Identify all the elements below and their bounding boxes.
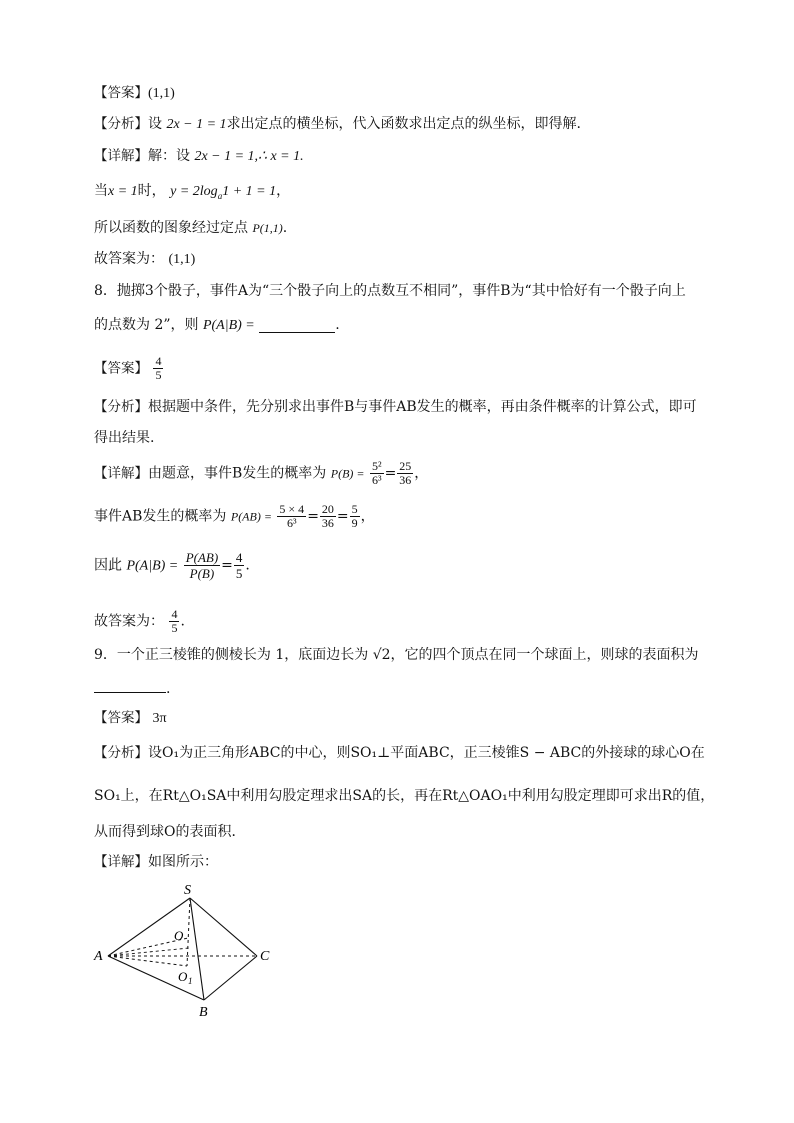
final-text: 故答案为： bbox=[94, 251, 164, 267]
denominator: 6³ bbox=[286, 516, 297, 530]
denominator: 6³ bbox=[371, 473, 382, 487]
edge-SC bbox=[190, 898, 257, 956]
q7-answer-line bbox=[94, 86, 175, 101]
analysis-text: 设 bbox=[148, 116, 162, 132]
fraction bbox=[370, 460, 384, 487]
question-stem: 抛掷3个骰子，事件A为“三个骰子向上的点数互不相同”，事件B为“其中恰好有一个骰子向上 bbox=[116, 283, 686, 299]
final-value: (1,1) bbox=[168, 252, 196, 267]
log-part: y = 2log bbox=[170, 184, 218, 199]
detail-text: . bbox=[245, 557, 250, 574]
q9-answer-line bbox=[94, 711, 167, 726]
answer-tag: 【答案】 bbox=[94, 710, 148, 726]
q9-detail-line bbox=[94, 855, 218, 870]
construction-line bbox=[108, 948, 189, 956]
numerator: 5 × 4 bbox=[279, 502, 305, 516]
q9-analysis-line-2 bbox=[94, 789, 714, 803]
denominator: 36 bbox=[399, 473, 412, 487]
q9-stem-line-1 bbox=[94, 648, 699, 662]
detail-equation: x = 1 bbox=[108, 184, 138, 199]
denominator: P(B) bbox=[189, 566, 215, 581]
numerator: 4 bbox=[155, 354, 162, 368]
question-stem: . bbox=[335, 317, 340, 333]
q7-detail-line bbox=[94, 149, 304, 164]
answer-value: 3π bbox=[152, 711, 167, 726]
detail-text: 事件AB发生的概率为 bbox=[94, 508, 227, 525]
analysis-text: 得出结果. bbox=[94, 430, 155, 446]
numerator: 20 bbox=[321, 502, 334, 516]
detail-tag: 【详解】 bbox=[94, 854, 148, 870]
detail-text: ， bbox=[360, 508, 375, 525]
detail-text: 所以函数的图象经过定点 bbox=[94, 220, 248, 236]
detail-text: 解：设 bbox=[148, 148, 190, 164]
analysis-tag: 【分析】 bbox=[94, 745, 148, 761]
final-fraction bbox=[169, 608, 179, 635]
log-part: 1 + 1 = 1 bbox=[222, 184, 277, 199]
fraction bbox=[234, 550, 245, 581]
answer-tag: 【答案】 bbox=[94, 85, 148, 101]
fixed-point: P(1,1) bbox=[252, 221, 283, 235]
q8-analysis-line-2 bbox=[94, 431, 154, 445]
fraction bbox=[350, 503, 360, 530]
analysis-tag: 【分析】 bbox=[94, 116, 148, 132]
detail-text: 因此 bbox=[94, 557, 122, 574]
detail-text: ， bbox=[414, 465, 429, 482]
probability-expression: P(AB) = bbox=[230, 509, 272, 524]
numerator: 25 bbox=[399, 459, 412, 473]
label-A: A bbox=[94, 949, 103, 964]
q7-final-line bbox=[94, 252, 195, 267]
detail-text: 时， bbox=[137, 183, 166, 199]
q7-analysis-line bbox=[94, 117, 581, 132]
answer-tag: 【答案】 bbox=[94, 360, 148, 377]
detail-tag: 【详解】 bbox=[94, 465, 148, 482]
edge-BC bbox=[204, 956, 257, 1000]
label-C: C bbox=[260, 949, 270, 964]
denominator: 5 bbox=[155, 368, 162, 382]
question-number: 9． bbox=[94, 647, 117, 663]
detail-tag: 【详解】 bbox=[94, 148, 148, 164]
q9-analysis-line-3 bbox=[94, 825, 245, 839]
analysis-equation: 2x − 1 = 1 bbox=[166, 117, 227, 132]
q7-detail-line-3 bbox=[94, 221, 287, 235]
detail-text: ， bbox=[276, 183, 291, 199]
label-O1: O bbox=[178, 969, 188, 984]
fraction bbox=[184, 550, 220, 581]
numerator: 4 bbox=[235, 550, 243, 565]
edge-SA bbox=[108, 898, 190, 956]
answer-fraction bbox=[153, 355, 163, 382]
q8-analysis-line-1 bbox=[94, 400, 697, 415]
q8-stem-line-1 bbox=[94, 284, 686, 298]
answer-blank bbox=[259, 320, 335, 333]
detail-text: 如图所示： bbox=[148, 854, 218, 870]
analysis-text: SO₁上，在Rt△O₁SA中利用勾股定理求出SA的长，再在Rt△OAO₁中利用勾股定理即可求出R的值， bbox=[94, 788, 715, 804]
analysis-text: 求出定点的横坐标，代入函数求出定点的纵坐标，即得解. bbox=[226, 116, 582, 132]
q8-detail-line-1: 【详解】由题意，事件B发生的概率为 P(B) = $\frac{\text{5²}}{\text{6³}}$ = $\frac{25}{36}$ ， bbox=[94, 459, 429, 487]
analysis-text: 根据题中条件，先分别求出事件B与事件AB发生的概率，再由条件概率的计算公式，即可 bbox=[148, 399, 697, 415]
analysis-tag: 【分析】 bbox=[94, 399, 148, 415]
log-expression bbox=[170, 184, 276, 199]
fraction bbox=[277, 503, 306, 530]
numerator: 4 bbox=[171, 607, 178, 621]
triangular-pyramid-figure bbox=[92, 880, 282, 1020]
q8-final-line bbox=[94, 608, 185, 635]
question-number: 8． bbox=[94, 283, 117, 299]
answer-value: (1,1) bbox=[148, 86, 175, 101]
final-text: . bbox=[180, 613, 185, 630]
analysis-text: 设O₁为正三角形ABC的中心，则SO₁⊥平面ABC，正三棱锥S − ABC的外接球的球心O在 bbox=[148, 745, 705, 761]
probability-expression: P(A|B) = bbox=[126, 558, 179, 574]
label-O1-subscript: 1 bbox=[188, 976, 193, 986]
question-stem: 一个正三棱锥的侧棱长为 1，底面边长为 √2，它的四个顶点在同一个球面上，则球的表面积为 bbox=[116, 647, 699, 663]
q9-stem-line-2 bbox=[94, 680, 170, 696]
numerator: 5 bbox=[351, 502, 358, 516]
detail-text: . bbox=[282, 220, 288, 236]
question-stem: . bbox=[166, 681, 171, 697]
question-stem: 的点数为 2”，则 bbox=[94, 317, 199, 333]
q8-answer-line bbox=[94, 355, 164, 382]
probability-expression: P(B) = bbox=[330, 466, 365, 481]
q8-detail-line-2: 事件AB发生的概率为 P(AB) = $\frac{5 \times 4}{\text{6³}}$ = $\frac{20}{36}$ = $\frac{5}{9}$ ， bbox=[94, 502, 375, 530]
q8-stem-line-2 bbox=[94, 318, 340, 333]
label-B: B bbox=[199, 1005, 208, 1020]
denominator: 36 bbox=[321, 516, 334, 530]
fraction bbox=[320, 503, 336, 530]
fraction bbox=[397, 460, 413, 487]
q9-analysis-line-1 bbox=[94, 746, 705, 761]
numerator: 5² bbox=[371, 459, 382, 473]
analysis-text: 从而得到球O的表面积． bbox=[94, 824, 246, 840]
question-expression: P(A|B) = bbox=[202, 318, 255, 333]
label-S: S bbox=[184, 883, 191, 898]
denominator: 9 bbox=[351, 516, 358, 530]
detail-text: 当 bbox=[94, 183, 108, 199]
final-text: 故答案为： bbox=[94, 613, 164, 630]
detail-equation: 2x − 1 = 1,∴ x = 1. bbox=[194, 149, 304, 164]
q7-detail-line-2 bbox=[94, 184, 290, 199]
answer-blank bbox=[94, 680, 166, 693]
label-O: O bbox=[174, 928, 184, 943]
denominator: 5 bbox=[235, 566, 243, 581]
numerator: P(AB) bbox=[185, 550, 219, 565]
denominator: 5 bbox=[171, 621, 178, 635]
log-base: a bbox=[217, 190, 223, 201]
q8-detail-line-3: 因此 P(A|B) = $\frac{P(AB)}{P(B)}$ = $\frac{4}{5}$ . bbox=[94, 550, 250, 581]
detail-text: 由题意，事件B发生的概率为 bbox=[148, 465, 327, 482]
